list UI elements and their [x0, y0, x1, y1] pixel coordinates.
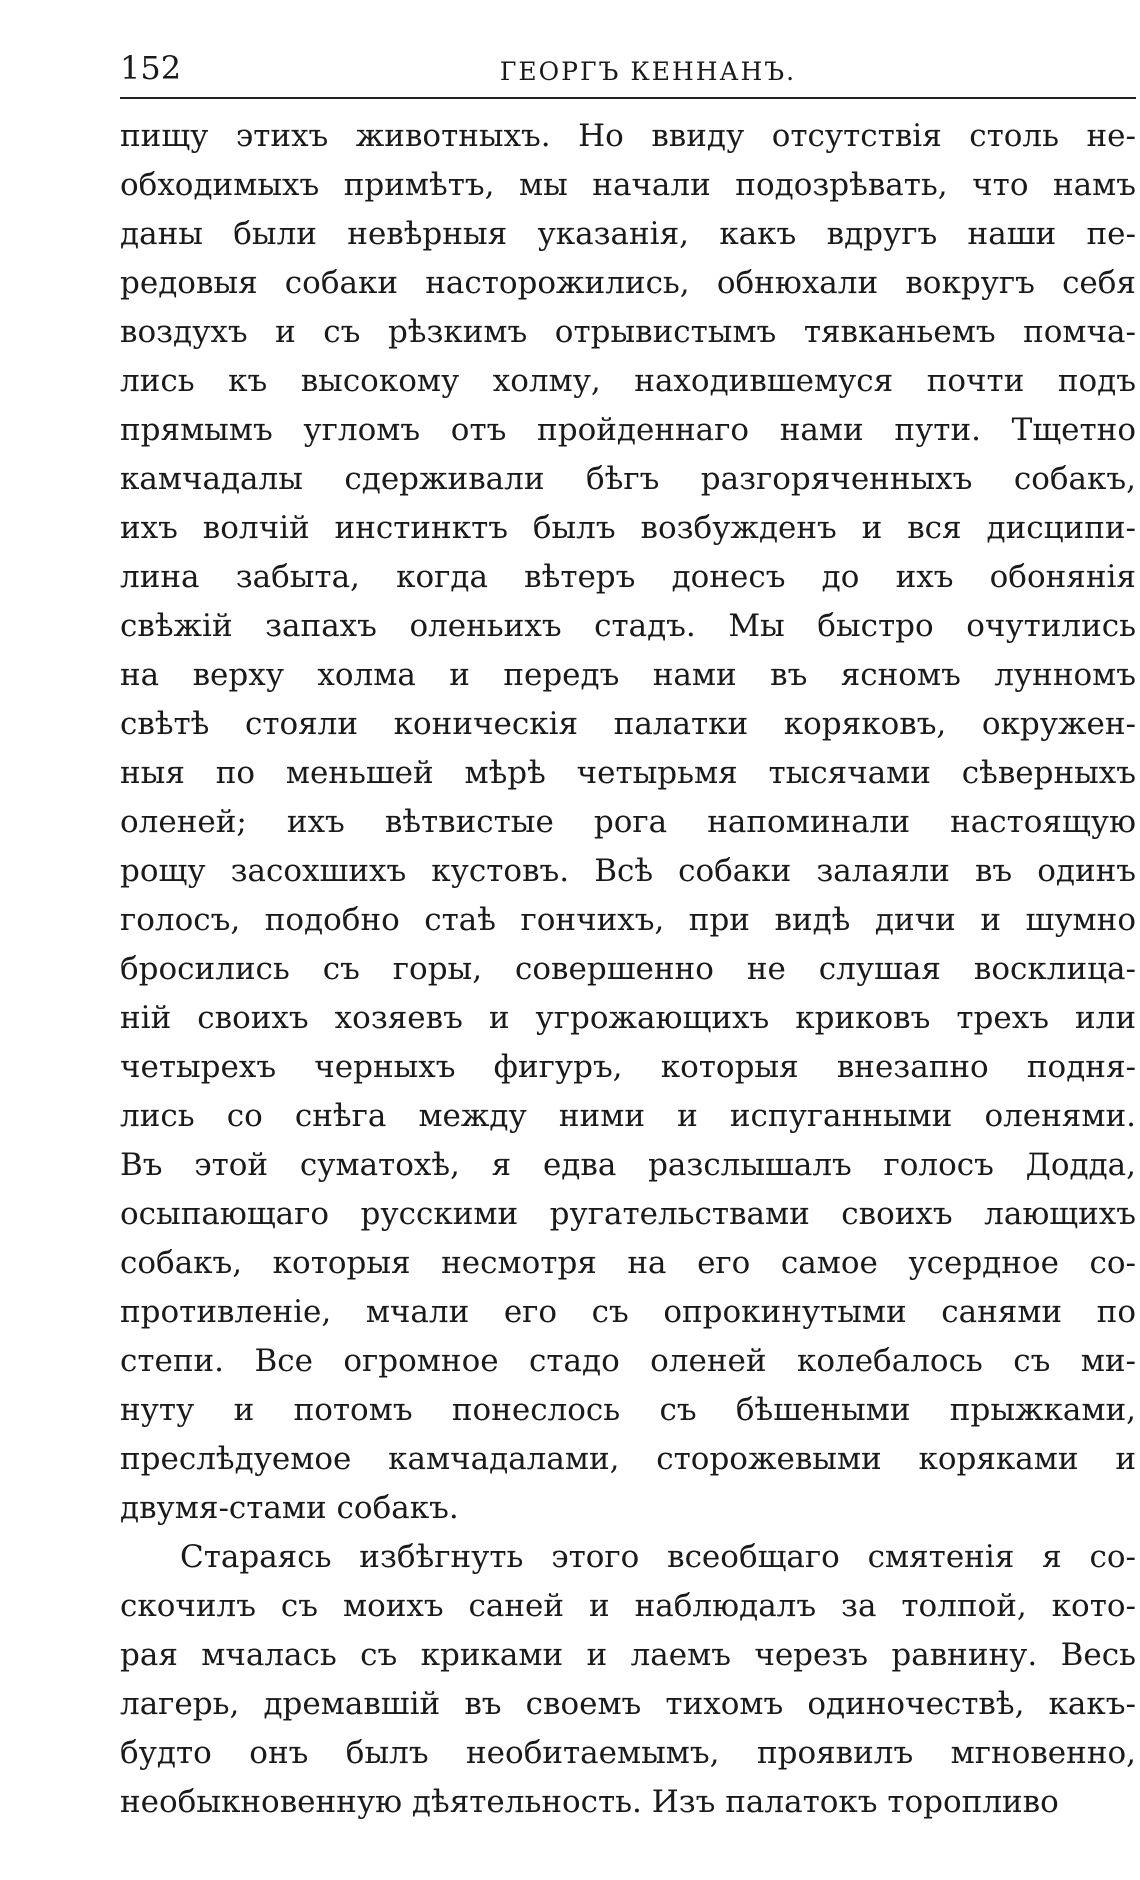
text-line: будто онъ былъ необитаемымъ, проявилъ мгновенно,	[120, 1735, 1136, 1771]
text-line: редовыя собаки насторожились, обнюхали вокругъ себя	[120, 265, 1136, 301]
text-line: даны были невѣрныя указанія, какъ вдругъ наши пе-	[120, 216, 1136, 252]
text-line: скочилъ съ моихъ саней и наблюдалъ за толпой, кото-	[120, 1588, 1136, 1624]
text-line: ныя по меньшей мѣрѣ четырьмя тысячами сѣверныхъ	[120, 755, 1136, 791]
text-line: свѣтѣ стояли коническія палатки коряковъ, окружен-	[120, 706, 1136, 742]
header-rule	[120, 97, 1136, 99]
page-header	[120, 48, 1136, 94]
text-line: бросились съ горы, совершенно не слушая восклица-	[120, 951, 1136, 987]
text-line: необыкновенную дѣятельность. Изъ палатокъ торопливо	[120, 1784, 1059, 1820]
text-line: голосъ, подобно стаѣ гончихъ, при видѣ дичи и шумно	[120, 902, 1136, 938]
text-line: четырехъ черныхъ фигуръ, которыя внезапно подня-	[120, 1049, 1136, 1085]
text-line: степи. Все огромное стадо оленей колебалось съ ми-	[120, 1343, 1136, 1379]
text-line: оленей; ихъ вѣтвистые рога напоминали настоящую	[120, 804, 1136, 840]
text-line: противленіе, мчали его съ опрокинутыми санями по	[120, 1294, 1136, 1330]
text-line: обходимыхъ примѣтъ, мы начали подозрѣвать, что намъ	[120, 167, 1136, 203]
text-line: лись къ высокому холму, находившемуся почти подъ	[120, 363, 1136, 399]
text-line: Стараясь избѣгнуть этого всеобщаго смятенія я со-	[180, 1539, 1136, 1575]
text-line: воздухъ и съ рѣзкимъ отрывистымъ тявканьемъ помча-	[120, 314, 1136, 350]
text-line: лись со снѣга между ними и испуганными оленями.	[120, 1098, 1136, 1134]
text-line: прямымъ угломъ отъ пройденнаго нами пути. Тщетно	[120, 412, 1136, 448]
text-line: преслѣдуемое камчадалами, сторожевыми коряками и	[120, 1441, 1136, 1477]
page-number: 152	[120, 49, 182, 87]
text-line: ній своихъ хозяевъ и угрожающихъ криковъ трехъ или	[120, 1000, 1136, 1036]
text-line: ихъ волчій инстинктъ былъ возбужденъ и вся дисципи-	[120, 510, 1136, 546]
text-line: лина забыта, когда вѣтеръ донесъ до ихъ обонянія	[120, 559, 1136, 595]
text-line: лагерь, дремавшій въ своемъ тихомъ одиночествѣ, какъ-	[120, 1686, 1136, 1722]
paragraph	[120, 1533, 1136, 1827]
text-line: осыпающаго русскими ругательствами своихъ лающихъ	[120, 1196, 1136, 1232]
paragraph	[120, 112, 1136, 1533]
text-line: на верху холма и передъ нами въ ясномъ лунномъ	[120, 657, 1136, 693]
text-line: рощу засохшихъ кустовъ. Всѣ собаки залаяли въ одинъ	[120, 853, 1136, 889]
body-text	[120, 112, 1136, 1827]
text-line: Въ этой суматохѣ, я едва разслышалъ голосъ Додда,	[120, 1147, 1136, 1183]
text-line: рая мчалась съ криками и лаемъ черезъ равнину. Весь	[120, 1637, 1136, 1673]
text-line: собакъ, которыя несмотря на его самое усердное со-	[120, 1245, 1136, 1281]
text-line: двумя-стами собакъ.	[120, 1490, 459, 1526]
running-head: ГЕОРГЪ КЕННАНЪ.	[499, 57, 797, 86]
text-line: камчадалы сдерживали бѣгъ разгоряченныхъ собакъ,	[120, 461, 1136, 497]
text-line: пищу этихъ животныхъ. Но ввиду отсутствія столь не-	[120, 118, 1136, 154]
text-line: свѣжій запахъ оленьихъ стадъ. Мы быстро очутились	[120, 608, 1136, 644]
text-line: нуту и потомъ понеслось съ бѣшеными прыжками,	[120, 1392, 1136, 1428]
